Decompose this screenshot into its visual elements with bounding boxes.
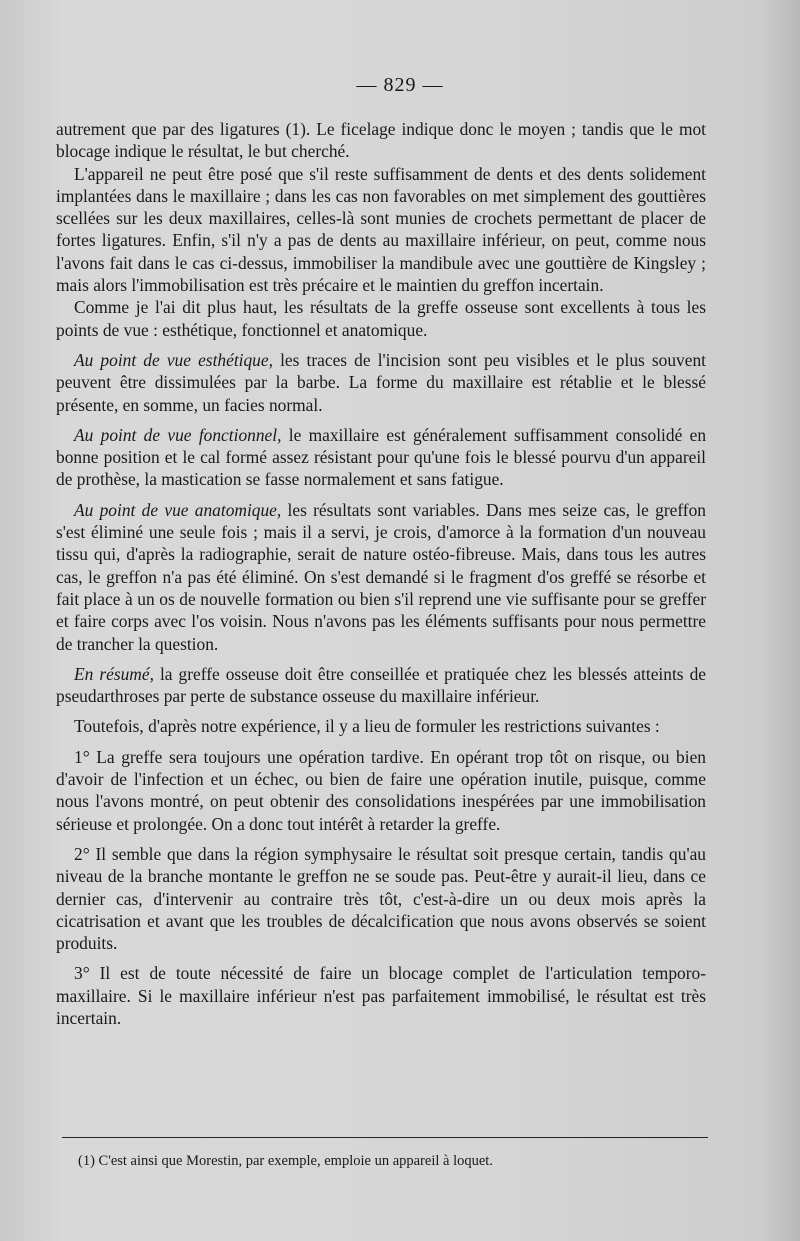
restriction-3: 3° Il est de toute nécessité de faire un blocage complet de l'articulation temporo-maxillaire. Si le maxillaire inférieur n'est pas parfaitement immobilisé, le résultat est très incertain. — [56, 963, 706, 1028]
paragraph-anatomique: Au point de vue anatomique, les résultats sont variables. Dans mes seize cas, le greffon s'est éliminé une seule fois ; mais il a servi, je crois, d'amorce à la formation d'un nouveau tissu qui, d'après la radiographie, serait de nature ostéo-fibreuse. Mais, dans tous les autres cas, le greffon n'a pas été éliminé. On s'est demandé si le fragment d'os greffé se résorbe et fait place à un os de nouvelle formation ou bien s'il reprend une vie suffisante pour se greffer et faire corps avec l'os voisin. Nous n'avons pas les éléments suffisants pour nous permettre de trancher la question. — [56, 499, 706, 654]
paragraph-resultats: Comme je l'ai dit plus haut, les résultats de la greffe osseuse sont excellents à tous les points de vue : esthétique, fonctionnel et anatomique. — [56, 297, 706, 340]
lead-anatomique: Au point de vue anatomique, — [74, 499, 282, 520]
paragraph-fonctionnel: Au point de vue fonctionnel, le maxillaire est généralement suffisamment consolidé en bonne position et le cal formé assez résistant pour qu'une fois le blessé pourvu d'un appareil de prothèse, la mastication se fasse normalement et sans fatigue. — [56, 424, 707, 490]
lead-fonctionnel: Au point de vue fonctionnel, — [74, 424, 282, 445]
paragraph-restrictions: Toutefois, d'après notre expérience, il y a lieu de formuler les restrictions suivantes : — [74, 716, 660, 737]
footnote: (1) C'est ainsi que Morestin, par exemple, emploie un appareil à loquet. — [78, 1153, 493, 1169]
body-text — [56, 118, 706, 1029]
lead-resume: En résumé, — [74, 663, 154, 684]
paragraph-resume: En résumé, la greffe osseuse doit être conseillée et pratiquée chez les blessés atteints de pseudarthroses par perte de substance osseuse du maxillaire inférieur. — [56, 663, 706, 707]
restriction-1: 1° La greffe sera toujours une opération tardive. En opérant trop tôt on risque, ou bien d'avoir de l'infection et un échec, ou bien de faire une opération inutile, puisque, comme nous l'avons montré, on peut obtenir des consolidations inespérées par une immobilisation sérieuse et prolongée. On a donc tout intérêt à retarder la greffe. — [56, 746, 706, 834]
restriction-2: 2° Il semble que dans la région symphysaire le résultat soit presque certain, tandis qu'au niveau de la branche montante le greffon ne se soude pas. Peut-être y aurait-il lieu, dans ce dernier cas, d'intervenir au contraire très tôt, c'est-à-dire un ou deux mois après la cicatrisation et avant que les troubles de décalcification que nous avons observés se soient produits. — [56, 843, 706, 954]
paragraph-appareil: L'appareil ne peut être posé que s'il reste suffisamment de dents et des dents solidement implantées dans le maxillaire ; dans les cas non favorables on met simplement des gouttières scellées sur les deux maxillaires, celles-là sont munies de crochets permettant de placer de fortes ligatures. Enfin, s'il n'y a pas de dents au maxillaire inférieur, on peut, comme nous l'avons fait dans le cas ci-dessus, immobiliser la mandibule avec une gouttière de Kingsley ; mais alors l'immobilisation est très précaire et le maintien du greffon incertain. — [56, 163, 706, 296]
paragraph-continuation: autrement que par des ligatures (1). Le ficelage indique donc le moyen ; tandis que le mot blocage indique le résultat, le but cherché. — [56, 119, 706, 162]
paragraph-esthetique: Au point de vue esthétique, les traces de l'incision sont peu visibles et le plus souvent peuvent être dissimulées par la barbe. La forme du maxillaire est rétablie et le blessé présente, en somme, un facies normal. — [56, 349, 706, 415]
page-number: — 829 — — [356, 74, 444, 96]
footnote-divider — [62, 1137, 708, 1138]
lead-esthetique: Au point de vue esthétique, — [74, 349, 273, 370]
